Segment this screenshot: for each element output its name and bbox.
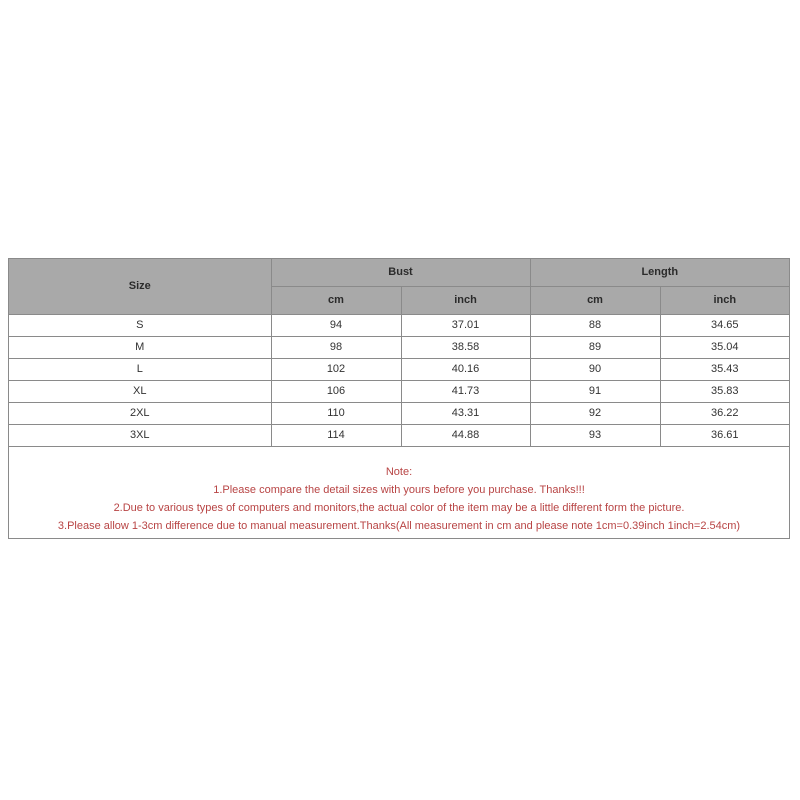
notes-section xyxy=(9,447,789,538)
size-table xyxy=(9,259,789,447)
length-cm-cell: 92 xyxy=(530,403,660,425)
size-cell: XL xyxy=(9,381,271,403)
length-inch-cell: 36.22 xyxy=(660,403,789,425)
length-cm-header: cm xyxy=(530,287,660,315)
table-row xyxy=(9,315,789,337)
table-body xyxy=(9,315,789,447)
bust-inch-cell: 41.73 xyxy=(401,381,530,403)
size-cell: 3XL xyxy=(9,425,271,447)
size-column-header: Size xyxy=(9,259,271,315)
length-cm-cell: 90 xyxy=(530,359,660,381)
table-row xyxy=(9,381,789,403)
note-title: Note: xyxy=(385,466,413,478)
bust-inch-cell: 37.01 xyxy=(401,315,530,337)
length-inch-cell: 35.43 xyxy=(660,359,789,381)
bust-cm-cell: 106 xyxy=(271,381,401,403)
size-chart xyxy=(8,258,790,539)
table-row xyxy=(9,337,789,359)
size-cell: L xyxy=(9,359,271,381)
length-inch-cell: 36.61 xyxy=(660,425,789,447)
bust-cm-cell: 114 xyxy=(271,425,401,447)
bust-cm-header: cm xyxy=(271,287,401,315)
length-cm-cell: 88 xyxy=(530,315,660,337)
size-cell: M xyxy=(9,337,271,359)
note-line-3: 3.Please allow 1-3cm difference due to manual measurement.Thanks(All measurement in cm and please note 1cm=0.39inch 1inch=2.54cm) xyxy=(57,520,741,532)
table-row xyxy=(9,359,789,381)
bust-cm-cell: 110 xyxy=(271,403,401,425)
length-cm-cell: 93 xyxy=(530,425,660,447)
table-row xyxy=(9,425,789,447)
size-cell: 2XL xyxy=(9,403,271,425)
bust-inch-cell: 44.88 xyxy=(401,425,530,447)
size-cell: S xyxy=(9,315,271,337)
length-inch-cell: 35.04 xyxy=(660,337,789,359)
bust-cm-cell: 102 xyxy=(271,359,401,381)
bust-inch-cell: 38.58 xyxy=(401,337,530,359)
bust-cm-cell: 94 xyxy=(271,315,401,337)
bust-inch-cell: 40.16 xyxy=(401,359,530,381)
length-inch-cell: 34.65 xyxy=(660,315,789,337)
bust-group-header: Bust xyxy=(271,259,530,287)
bust-inch-cell: 43.31 xyxy=(401,403,530,425)
length-cm-cell: 89 xyxy=(530,337,660,359)
note-line-1: 1.Please compare the detail sizes with yours before you purchase. Thanks!!! xyxy=(213,484,585,496)
bust-inch-header: inch xyxy=(401,287,530,315)
length-group-header: Length xyxy=(530,259,789,287)
length-cm-cell: 91 xyxy=(530,381,660,403)
length-inch-header: inch xyxy=(660,287,789,315)
table-row xyxy=(9,403,789,425)
note-line-2: 2.Due to various types of computers and monitors,the actual color of the item may be a little different form the picture. xyxy=(113,502,685,514)
length-inch-cell: 35.83 xyxy=(660,381,789,403)
bust-cm-cell: 98 xyxy=(271,337,401,359)
table-header xyxy=(9,259,789,315)
